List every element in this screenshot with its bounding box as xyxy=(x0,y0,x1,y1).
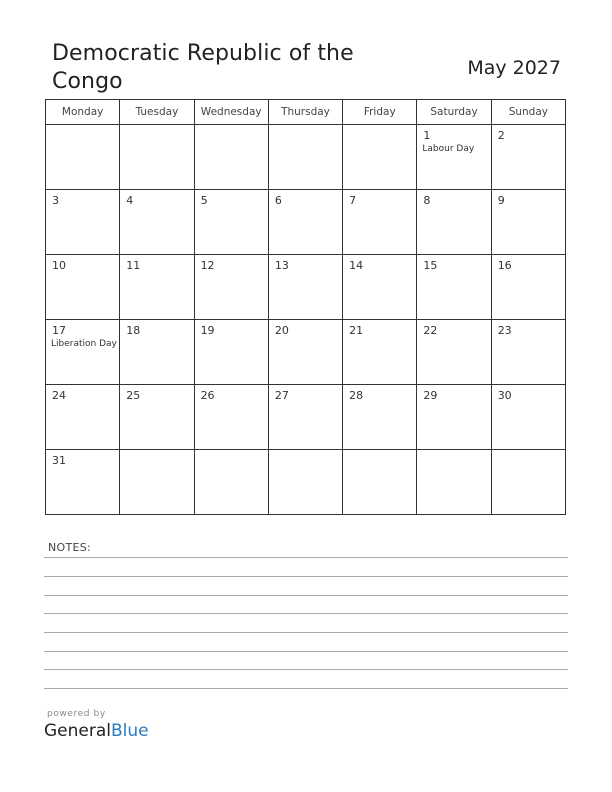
day-cell xyxy=(343,255,417,320)
day-cell xyxy=(491,125,565,190)
week-row xyxy=(46,190,566,255)
day-number: 30 xyxy=(497,389,512,402)
day-number: 21 xyxy=(349,324,364,337)
day-cell xyxy=(491,320,565,385)
day-number: 16 xyxy=(497,259,512,272)
day-number: 13 xyxy=(274,259,289,272)
day-cell xyxy=(120,255,194,320)
day-number: 1 xyxy=(423,129,431,142)
weekday-thursday: Thursday xyxy=(268,100,342,125)
day-number: 27 xyxy=(274,389,289,402)
holiday-label: Labour Day xyxy=(422,144,475,154)
day-cell xyxy=(343,190,417,255)
day-cell xyxy=(343,125,417,190)
day-cell xyxy=(268,450,342,515)
day-number: 28 xyxy=(349,389,364,402)
day-cell xyxy=(417,385,491,450)
day-number: 2 xyxy=(497,129,505,142)
day-cell xyxy=(491,190,565,255)
notes-label: NOTES: xyxy=(48,541,92,554)
day-cell xyxy=(417,255,491,320)
day-number: 10 xyxy=(52,259,66,272)
day-number: 19 xyxy=(200,324,215,337)
day-number: 24 xyxy=(52,389,66,402)
holiday-label: Liberation Day xyxy=(51,339,117,349)
day-cell xyxy=(120,450,194,515)
day-number: 4 xyxy=(126,194,134,207)
day-cell xyxy=(46,385,120,450)
day-number: 15 xyxy=(423,259,438,272)
day-cell xyxy=(268,255,342,320)
day-cell xyxy=(46,255,120,320)
day-cell xyxy=(417,190,491,255)
country-title: Democratic Republic of the Congo xyxy=(52,41,354,94)
day-cell xyxy=(120,125,194,190)
weekday-monday: Monday xyxy=(46,100,120,125)
week-row xyxy=(46,385,566,450)
notes-line xyxy=(44,651,568,652)
day-number: 18 xyxy=(126,324,141,337)
day-number: 12 xyxy=(200,259,215,272)
calendar-body xyxy=(46,125,566,515)
day-cell xyxy=(120,320,194,385)
day-number: 6 xyxy=(274,194,282,207)
day-cell xyxy=(491,255,565,320)
month-year-label: May 2027 xyxy=(467,57,561,79)
week-row xyxy=(46,450,566,515)
notes-line xyxy=(44,669,568,670)
brand-blue-text: Blue xyxy=(111,721,149,741)
weekday-wednesday: Wednesday xyxy=(194,100,268,125)
day-number: 8 xyxy=(423,194,431,207)
day-number: 14 xyxy=(349,259,364,272)
weekday-tuesday: Tuesday xyxy=(120,100,194,125)
day-number: 17 xyxy=(52,324,66,337)
notes-line xyxy=(44,595,568,596)
day-number: 31 xyxy=(52,454,66,467)
day-cell xyxy=(120,190,194,255)
day-cell xyxy=(46,450,120,515)
notes-line xyxy=(44,576,568,577)
weekday-header-row xyxy=(46,100,566,125)
notes-line xyxy=(44,688,568,689)
day-number: 3 xyxy=(52,194,59,207)
day-number: 22 xyxy=(423,324,438,337)
notes-line xyxy=(44,613,568,614)
powered-by-label: powered by xyxy=(47,709,106,719)
day-cell xyxy=(417,450,491,515)
generalblue-logo[interactable] xyxy=(44,720,149,742)
day-cell xyxy=(194,190,268,255)
day-cell xyxy=(194,255,268,320)
day-number: 23 xyxy=(497,324,512,337)
day-number: 11 xyxy=(126,259,141,272)
day-number: 5 xyxy=(200,194,208,207)
week-row xyxy=(46,125,566,190)
day-number: 29 xyxy=(423,389,438,402)
day-cell xyxy=(194,320,268,385)
day-number: 7 xyxy=(349,194,357,207)
day-cell xyxy=(343,385,417,450)
day-cell xyxy=(343,450,417,515)
notes-line xyxy=(44,632,568,633)
day-number: 20 xyxy=(274,324,289,337)
day-number: 9 xyxy=(497,194,505,207)
day-cell xyxy=(417,320,491,385)
weekday-sunday: Sunday xyxy=(491,100,565,125)
weekday-saturday: Saturday xyxy=(417,100,491,125)
day-cell xyxy=(46,320,120,385)
week-row xyxy=(46,255,566,320)
day-cell xyxy=(268,320,342,385)
weekday-friday: Friday xyxy=(343,100,417,125)
day-cell xyxy=(194,450,268,515)
day-cell xyxy=(268,190,342,255)
day-cell xyxy=(46,125,120,190)
day-cell xyxy=(417,125,491,190)
day-cell xyxy=(46,190,120,255)
day-cell xyxy=(120,385,194,450)
calendar-grid xyxy=(45,99,566,515)
week-row xyxy=(46,320,566,385)
day-cell xyxy=(491,385,565,450)
day-cell xyxy=(491,450,565,515)
day-cell xyxy=(194,125,268,190)
day-cell xyxy=(194,385,268,450)
day-number: 25 xyxy=(126,389,141,402)
day-cell xyxy=(343,320,417,385)
day-number: 26 xyxy=(200,389,215,402)
notes-line xyxy=(44,557,568,558)
day-cell xyxy=(268,125,342,190)
brand-general-text: General xyxy=(44,721,111,741)
day-cell xyxy=(268,385,342,450)
